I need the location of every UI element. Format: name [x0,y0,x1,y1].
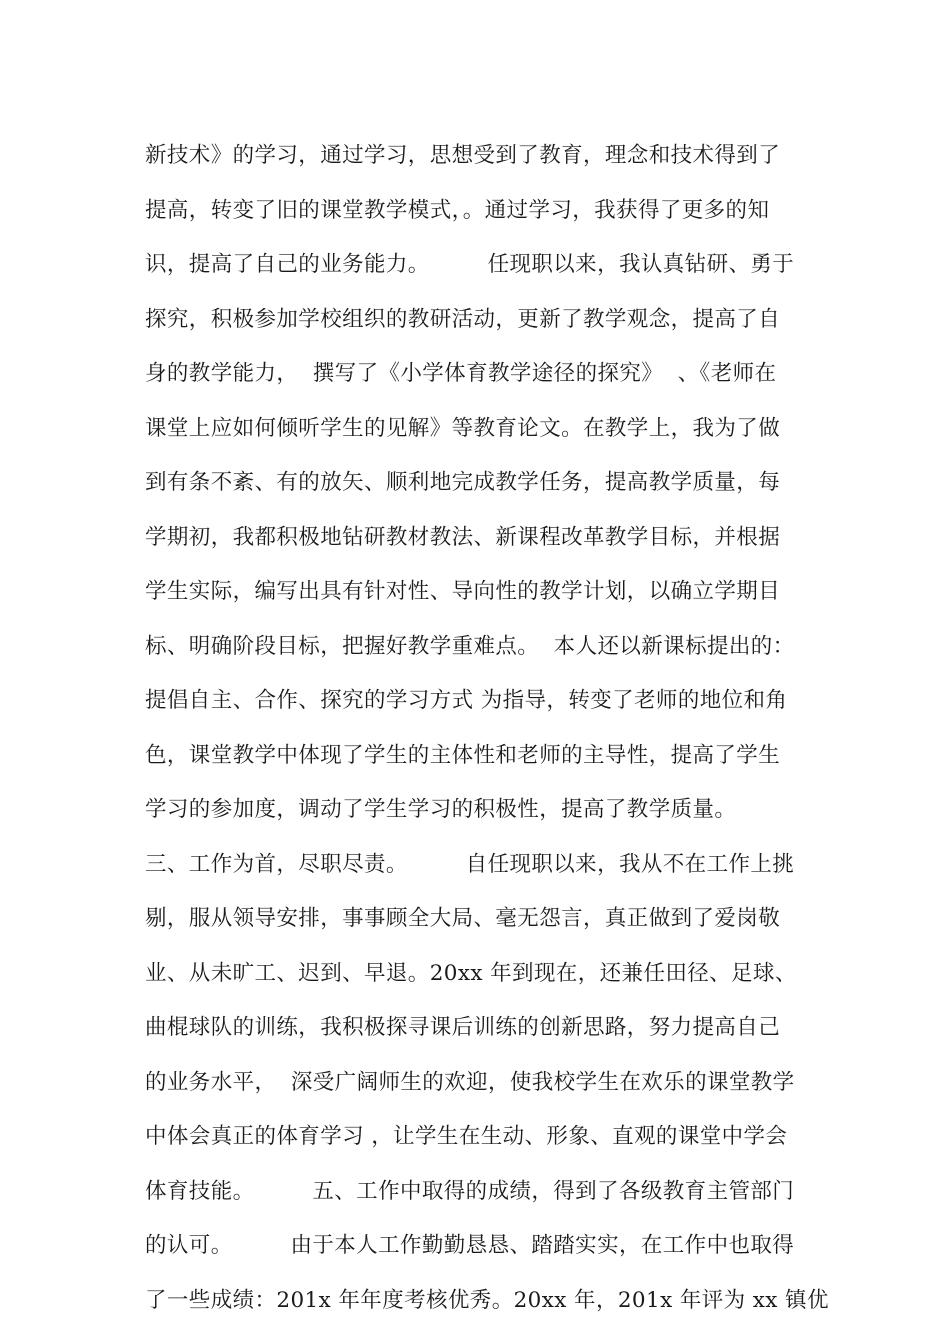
text-line: 标、明确阶段目标，把握好教学重难点。 本人还以新课标提出的： [145,633,795,659]
text-line: 学习的参加度，调动了学生学习的积极性，提高了教学质量。 [145,797,737,822]
text-line: 探究，积极参加学校组织的教研活动，更新了教学观念，提高了自 [145,306,781,332]
text-line: 提倡自主、合作、探究的学习方式 为指导，转变了老师的地位和角 [145,688,788,713]
text-line: 课堂上应如何倾听学生的见解》等教育论文。在教学上，我为了做 [145,415,781,441]
body-text [145,129,829,1328]
text-line: 新技术》的学习，通过学习，思想受到了教育，理念和技术得到了 [145,143,781,168]
text-line: 三、工作为首，尽职尽责。 自任现职以来，我从不在工作上挑 [145,851,795,877]
text-line: 学期初，我都积极地钻研教材教法、新课程改革教学目标，并根据 [145,524,781,550]
text-line: 色，课堂教学中体现了学生的主体性和老师的主导性，提高了学生 [145,742,781,768]
text-line: 识，提高了自己的业务能力。 任现职以来，我认真钻研、勇于 [145,252,795,277]
text-line: 业、从未旷工、迟到、早退。20xx 年到现在，还兼任田径、足球、 [145,960,797,986]
text-line: 曲棍球队的训练，我积极探寻课后训练的创新思路，努力提高自己 [145,1015,781,1040]
text-line: 剔，服从领导安排，事事顾全大局、毫无怨言，真正做到了爱岗敬 [145,906,781,931]
text-line: 提高，转变了旧的课堂教学模式，。通过学习，我获得了更多的知 [145,197,770,223]
text-line: 的认可。 由于本人工作勤勤恳恳、踏踏实实，在工作中也取得 [145,1233,795,1258]
text-line: 到有条不紊、有的放矢、顺利地完成教学任务，提高教学质量，每 [145,470,781,495]
text-line: 中体会真正的体育学习 ，让学生在生动、形象、直观的课堂中学会 [145,1124,788,1149]
text-line: 学生实际，编写出具有针对性、导向性的教学计划，以确立学期目 [145,579,781,604]
text-line: 身的教学能力， 撰写了《小学体育教学途径的探究》 、《老师在 [145,361,777,386]
text-line: 体育技能。 五、工作中取得的成绩，得到了各级教育主管部门 [145,1178,795,1204]
text-line: 了一些成绩：201x 年年度考核优秀。20xx 年，201x 年评为 xx 镇优 [145,1287,829,1313]
text-line: 的业务水平， 深受广阔师生的欢迎，使我校学生在欢乐的课堂教学 [145,1069,795,1095]
